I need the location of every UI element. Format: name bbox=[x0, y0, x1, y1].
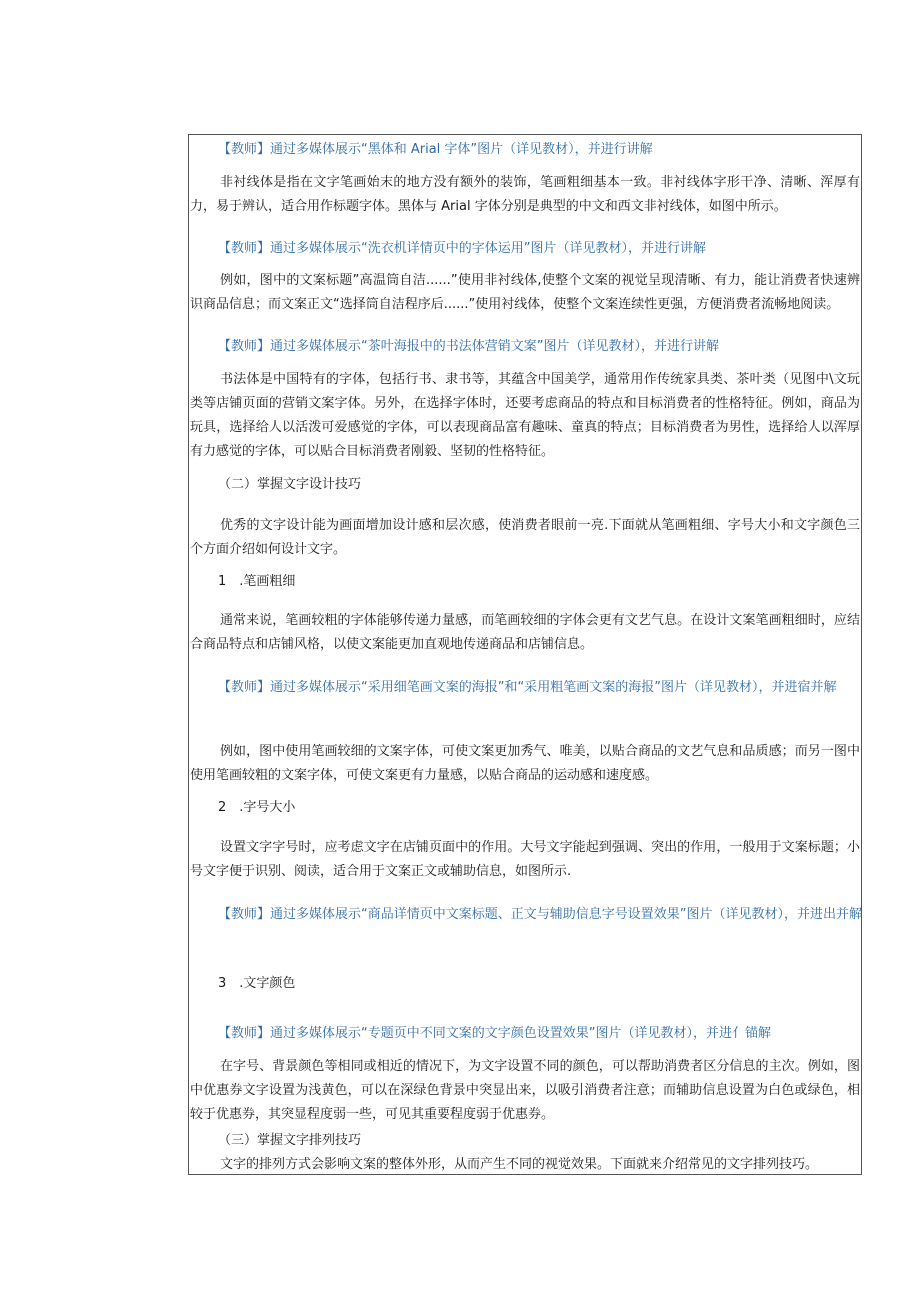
paragraph-calligraphy: 书法体是中国特有的字体，包括行书、隶书等，其蕴含中国美学，通常用作传统家具类、茶叶类（见图中\文玩类等店铺页面的营销文案字体。另外，在选择字体时，还要考虑商品的特点和目标消费者的性格特征。例如，商品为玩具，选择给人以活泼可爱感觉的字体，可以表现商品富有趣味、童真的特点；目标消费者为男性，选择给人以浑厚有力感觉的字体，可以贴合目标消费者刚毅、坚韧的性格特征。 bbox=[190, 372, 860, 459]
subheading-stroke-weight: 1 .笔画粗细 bbox=[218, 574, 296, 589]
subheading-text-color: 3 .文字颜色 bbox=[218, 976, 296, 991]
teacher-note-4: 【教师】通过多媒体展示“采用细笔画文案的海报”和“采用粗笔画文案的海报”图片（详见教材），并进宿并解 bbox=[218, 680, 837, 695]
paragraph-text-color: 在字号、背景颜色等相同或相近的情况下，为文字设置不同的颜色，可以帮助消费者区分信息的主次。例如，图中优惠券文字设置为浅黄色，可以在深绿色背景中突显出来，以吸引消费者注意；而辅助信息设置为白色或绿色，相较于优惠券，其突显程度弱一些，可见其重要程度弱于优惠券。 bbox=[190, 1059, 860, 1122]
teacher-note-2: 【教师】通过多媒体展示“洗衣机详情页中的字体运用”图片（详见教材），并进行讲解 bbox=[218, 241, 706, 256]
section-heading-3: （三）掌握文字排列技巧 bbox=[218, 1133, 362, 1148]
paragraph-stroke-weight: 通常来说，笔画较粗的字体能够传递力量感，而笔画较细的字体会更有文艺气息。在设计文案笔画粗细时，应结合商品特点和店铺风格，以使文案能更加直观地传递商品和店铺信息。 bbox=[190, 613, 860, 652]
paragraph-text-design-intro: 优秀的文字设计能为画面增加设计感和层次感，使消费者眼前一亮.下面就从笔画粗细、字号大小和文字颜色三个方面介绍如何设计文字。 bbox=[190, 518, 860, 557]
teacher-note-3: 【教师】通过多媒体展示“茶叶海报中的书法体营销文案”图片（详见教材），并进行讲解 bbox=[218, 339, 719, 354]
section-heading-2: （二）掌握文字设计技巧 bbox=[218, 477, 362, 492]
teacher-note-6: 【教师】通过多媒体展示“专题页中不同文案的文字颜色设置效果”图片（详见教材），并进亻锚解 bbox=[218, 1026, 771, 1041]
teacher-note-5: 【教师】通过多媒体展示“商品详情页中文案标题、正文与辅助信息字号设置效果”图片（详见教材），并进出并解 bbox=[218, 907, 862, 922]
paragraph-arrangement-intro: 文字的排列方式会影响文案的整体外形，从而产生不同的视觉效果。下面就来介绍常见的文字排列技巧。 bbox=[220, 1157, 819, 1172]
teacher-note-1: 【教师】通过多媒体展示“黑体和 Arial 字体”图片（详见教材），并进行讲解 bbox=[218, 142, 653, 157]
subheading-font-size: 2 .字号大小 bbox=[218, 800, 296, 815]
paragraph-sans-serif: 非衬线体是指在文字笔画始末的地方没有额外的装饰，笔画粗细基本一致。非衬线体字形干净、清晰、浑厚有力，易于辨认，适合用作标题字体。黑体与 Arial 字体分别是典型的中文和西文非衬线体，如图中所示。 bbox=[190, 175, 860, 214]
paragraph-stroke-example: 例如，图中使用笔画较细的文案字体，可使文案更加秀气、唯美，以贴合商品的文艺气息和品质感；而另一图中使用笔画较粗的文案字体，可使文案更有力量感，以贴合商品的运动感和速度感。 bbox=[190, 744, 860, 783]
paragraph-washer-example: 例如，图中的文案标题”高温筒自洁......”使用非衬线体,使整个文案的视觉呈现清晰、有力，能让消费者快速辨识商品信息；而文案正文“选择筒自洁程序后......”使用衬线体，使整个文案连续性更强，方便消费者流畅地阅读。 bbox=[190, 273, 860, 312]
paragraph-font-size: 设置文字字号时，应考虑文字在店铺页面中的作用。大号文字能起到强调、突出的作用，一般用于文案标题；小号文字便于识别、阅读，适合用于文案正文或辅助信息，如图所示. bbox=[190, 840, 860, 879]
